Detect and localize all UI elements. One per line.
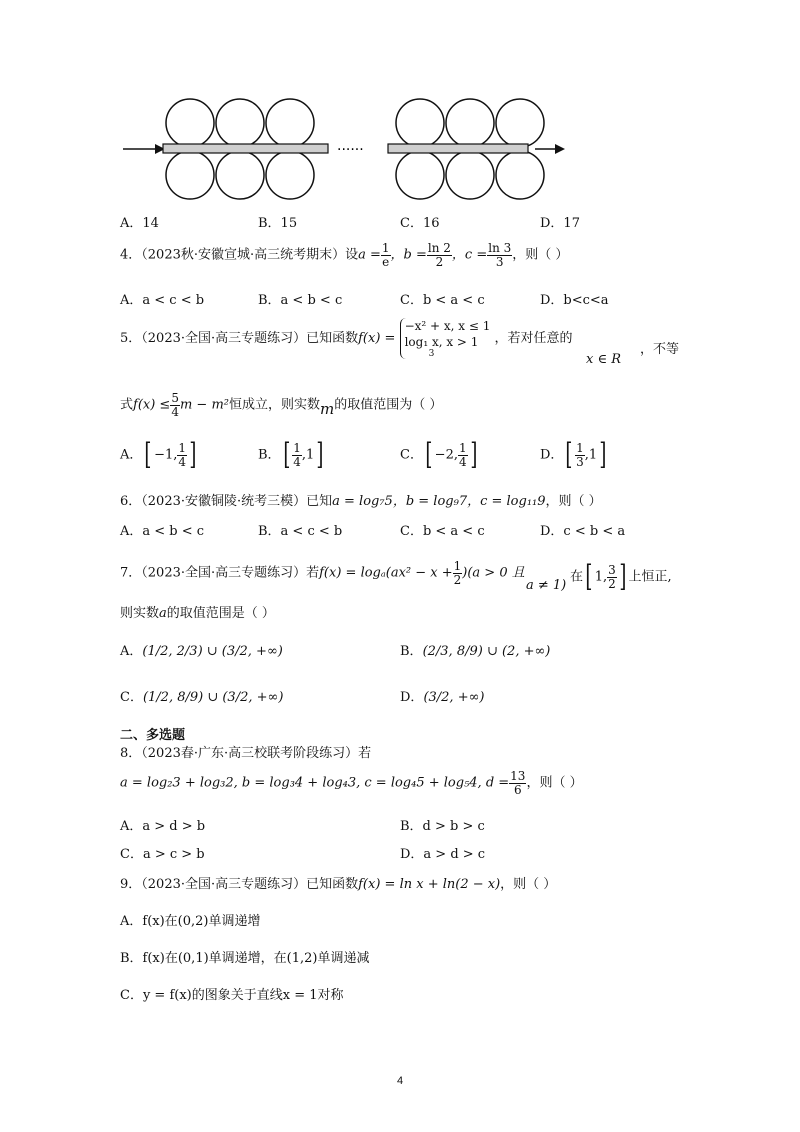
q6-option-d: D．c < b < a bbox=[540, 524, 626, 539]
q5-stem-line2: 式f(x) ≤ $\frac{5}{4}$ m − m²恒成立，则实数m的取值范围为（ ） bbox=[120, 391, 443, 419]
q9-option-c: C．y = f(x)的图象关于直线x = 1对称 bbox=[120, 988, 344, 1003]
q7-stem-line2: 则实数a的取值范围是（ ） bbox=[120, 606, 275, 621]
q5-piecewise: −x² + x, x ≤ 1 log₁ x, x > 1 3 bbox=[400, 318, 491, 359]
q8-stem: 8．（2023春·广东·高三校联考阶段练习）若 bbox=[120, 746, 372, 761]
q4-option-b: B．a < b < c bbox=[258, 293, 343, 308]
q5-option-c: C．[ −2, $\frac{1}{4}$ ] bbox=[400, 437, 477, 472]
q6-option-b: B．a < c < b bbox=[258, 524, 343, 539]
q5-option-a: A．[ −1, $\frac{1}{4}$ ] bbox=[120, 437, 197, 472]
q4-prefix: 4．（2023秋·安徽宣城·高三统考期末）设 bbox=[120, 247, 359, 263]
q4-option-a: A．a < c < b bbox=[120, 293, 205, 308]
plate-left bbox=[163, 144, 328, 153]
q3-option-b: B．15 bbox=[258, 216, 298, 231]
q8-option-a: A．a > d > b bbox=[120, 819, 206, 834]
output-arrow bbox=[535, 144, 565, 154]
page-number: 4 bbox=[396, 1075, 404, 1087]
q5-prefix: 5．（2023·全国·高三专题练习）已知函数 bbox=[120, 331, 359, 347]
q5-frac: $\frac{5}{4}$ bbox=[171, 391, 179, 419]
plate-right bbox=[388, 144, 528, 153]
q4-c: ，c = bbox=[451, 247, 488, 263]
q8-option-d: D．a > d > c bbox=[400, 847, 486, 862]
q8-option-b: B．d > b > c bbox=[400, 819, 485, 834]
q5-option-b: B．[ $\frac{1}{4}$ ,1] bbox=[258, 437, 324, 472]
q3-option-a: A．14 bbox=[120, 216, 159, 231]
q5-xr: x ∈ R bbox=[586, 352, 622, 367]
q7-stem: 7．（2023·全国·高三专题练习）若f(x) = logₐ(ax² − x + $\frac{1}{2}$ )(a > 0 且 bbox=[120, 559, 525, 587]
q8-expr: a = log₂3 + log₃2, b = log₃4 + log₄3, c = log₄5 + log₅4, d = $\frac{13}{6}$ ，则（ ） bbox=[120, 769, 583, 797]
q7-option-a: A．(1/2, 2/3) ∪ (3/2, +∞) bbox=[120, 644, 283, 659]
q4-a: a = bbox=[358, 247, 381, 263]
q9-option-b: B．f(x)在(0,1)单调递增，在(1,2)单调递减 bbox=[120, 951, 370, 966]
q5-option-d: D．[ $\frac{1}{3}$ ,1] bbox=[540, 437, 607, 472]
q5-tail: ，不等 bbox=[640, 342, 680, 357]
q7-option-d: D．(3/2, +∞) bbox=[400, 690, 485, 705]
q4-a-frac: $\frac{1}{e}$ bbox=[381, 241, 390, 269]
section-title-multiple-choice: 二、多选题 bbox=[120, 727, 186, 742]
q6-option-c: C．b < a < c bbox=[400, 524, 485, 539]
q3-option-d: D．17 bbox=[540, 216, 580, 231]
q4-b: ，b = bbox=[390, 247, 427, 263]
q5-stem bbox=[120, 318, 573, 359]
q7-option-c: C．(1/2, 8/9) ∪ (3/2, +∞) bbox=[120, 690, 284, 705]
q6-option-a: A．a < b < c bbox=[120, 524, 205, 539]
q4-suffix: ，则（ ） bbox=[512, 247, 569, 263]
q4-option-c: C．b < a < c bbox=[400, 293, 485, 308]
q4-option-d: D．b<c<a bbox=[540, 293, 609, 308]
ellipsis-dots: ······ bbox=[337, 142, 364, 158]
q5-mid: ，若对任意的 bbox=[494, 331, 573, 347]
q7-option-b: B．(2/3, 8/9) ∪ (2, +∞) bbox=[400, 644, 551, 659]
q9-stem: 9．（2023·全国·高三专题练习）已知函数f(x) = ln x + ln(2 − x)，则（ ） bbox=[120, 877, 557, 892]
q9-option-a: A．f(x)在(0,2)单调递增 bbox=[120, 914, 261, 929]
q7-cond: a ≠ 1) bbox=[526, 578, 567, 593]
q5-fx: f(x) = bbox=[358, 331, 396, 347]
roller-figure bbox=[115, 90, 575, 210]
q3-option-c: C．16 bbox=[400, 216, 440, 231]
q4-stem bbox=[120, 242, 568, 268]
q6-stem: 6．（2023·安徽铜陵·统考三模）已知a = log₇5，b = log₉7，c = log₁₁9，则（ ） bbox=[120, 494, 602, 509]
input-arrow bbox=[123, 144, 165, 154]
q7-interval: 在[ 1, $\frac{3}{2}$ ] 上恒正, bbox=[570, 559, 672, 594]
q4-b-frac: $\frac{\ln 2}{2}$ bbox=[427, 241, 451, 269]
q4-c-frac: $\frac{\ln 3}{3}$ bbox=[488, 241, 512, 269]
q8-option-c: C．a > c > b bbox=[120, 847, 205, 862]
